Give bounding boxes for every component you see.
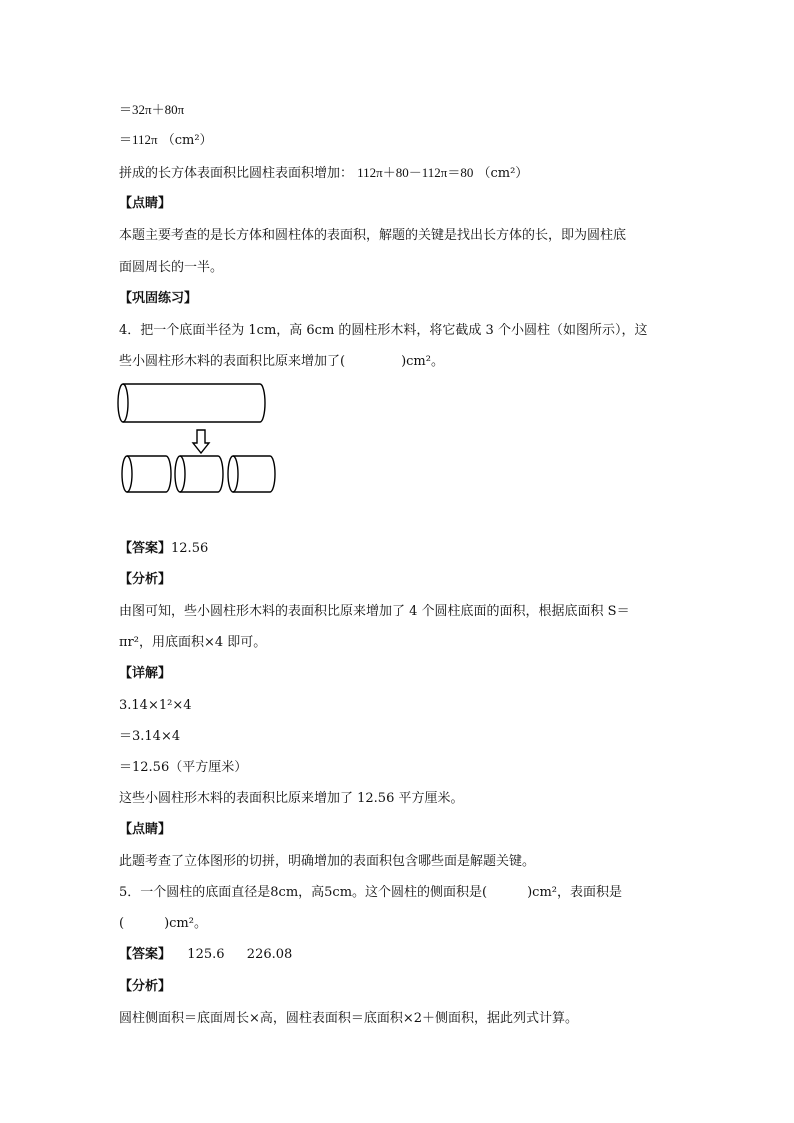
q4-review-label: 【点睛】 — [119, 822, 172, 837]
prev-review-line-1: 本题主要考查的是长方体和圆柱体的表面积，解题的关键是找出长方体的长，即为圆柱底 — [119, 228, 627, 243]
q4-answer-label: 【答案】 — [119, 541, 172, 556]
prev-equation-2 — [119, 131, 689, 150]
q4-analysis-line-1: 由图可知，些小圆柱形木料的表面积比原来增加了 4 个圆柱底面的面积，根据底面积 S＝ — [119, 604, 630, 619]
q5-question-text-b: )cm²，表面积是 — [527, 885, 623, 900]
prev-equation-2-value: ＝112π — [119, 132, 158, 147]
q4-step-2: ＝3.14×4 — [119, 729, 181, 744]
prev-review-line-2: 面圆周长的一半。 — [119, 260, 224, 275]
section-heading: 【巩固练习】 — [119, 291, 198, 306]
prev-equation-1: ＝32π＋80π — [119, 102, 185, 117]
q4-answer — [119, 540, 689, 558]
q5-analysis-text: 圆柱侧面积＝底面周长×高，圆柱表面积＝底面积×2＋侧面积，据此列式计算。 — [119, 1011, 579, 1026]
prev-conclusion — [119, 164, 689, 183]
q4-review-text: 此题考查了立体图形的切拼，明确增加的表面积包含哪些面是解题关键。 — [119, 854, 536, 869]
small-cylinder-3 — [228, 456, 275, 492]
q5-answer-label: 【答案】 — [119, 947, 172, 962]
q4-question-line-2 — [119, 353, 689, 371]
q5-question-line-1 — [119, 884, 689, 902]
q5-question-text-d: )cm²。 — [164, 916, 207, 931]
q5-question-text-c: ( — [119, 916, 125, 931]
small-cylinder-2 — [175, 456, 223, 492]
q4-answer-value: 12.56 — [171, 541, 209, 556]
prev-conclusion-unit: （cm²） — [477, 166, 529, 181]
down-arrow-icon — [193, 430, 209, 453]
q4-analysis-line-2: πr²，用底面积×4 即可。 — [119, 635, 267, 650]
q5-question-line-2 — [119, 915, 689, 933]
q5-answer-value-1: 125.6 — [187, 947, 225, 962]
q5-answer-value-2: 226.08 — [246, 947, 293, 962]
q4-question-line-1: 4．把一个底面半径为 1cm，高 6cm 的圆柱形木料，将它截成 3 个小圆柱（如图所示），这 — [119, 323, 648, 338]
q4-detail-label: 【详解】 — [119, 666, 172, 681]
q4-step-3: ＝12.56（平方厘米） — [119, 760, 248, 775]
cylinder-cut-figure — [117, 378, 277, 500]
q4-conclusion: 这些小圆柱形木料的表面积比原来增加了 12.56 平方厘米。 — [119, 791, 464, 806]
prev-review-heading: 【点睛】 — [119, 196, 172, 211]
prev-equation-2-unit: （cm²） — [161, 133, 213, 148]
prev-conclusion-prefix: 拼成的长方体表面积比圆柱表面积增加： — [119, 166, 354, 181]
long-cylinder — [118, 384, 265, 422]
q5-analysis-label: 【分析】 — [119, 979, 172, 994]
q4-analysis-label: 【分析】 — [119, 572, 172, 587]
q5-question-text-a: 5．一个圆柱的底面直径是8cm，高5cm。这个圆柱的侧面积是( — [119, 885, 488, 900]
q4-question-text: 些小圆柱形木料的表面积比原来增加了( — [119, 354, 346, 369]
q5-answer — [119, 946, 689, 964]
q4-question-unit: )cm²。 — [401, 354, 444, 369]
q4-step-1: 3.14×1²×4 — [119, 698, 192, 713]
small-cylinder-1 — [122, 456, 171, 492]
prev-conclusion-math: 112π＋80－112π＝80 — [357, 165, 474, 180]
